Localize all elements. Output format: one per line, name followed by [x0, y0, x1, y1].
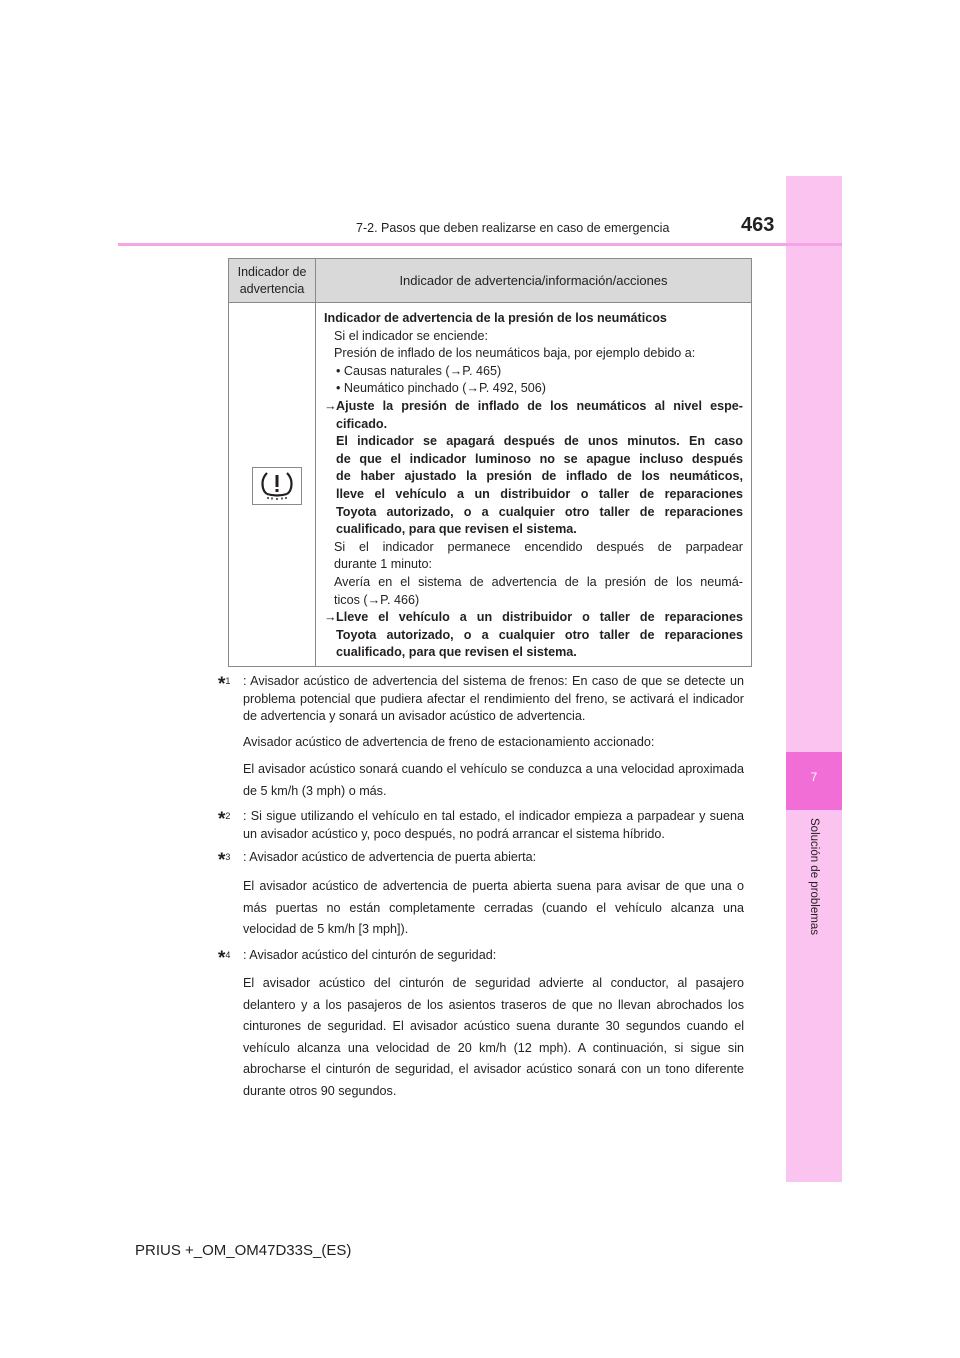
footnote-text: : Avisador acústico de advertencia de puerta abierta: — [243, 850, 537, 865]
info-line: Presión de inflado de los neumáticos baja, por ejemplo debido a: — [334, 346, 696, 361]
footnotes — [218, 673, 744, 1108]
action-block-2 — [324, 609, 743, 662]
arrow-right-icon: → — [324, 610, 337, 625]
footnote-1 — [218, 673, 744, 726]
header-rule — [118, 243, 842, 246]
chapter-number-tab[interactable] — [786, 752, 842, 810]
chapter-label: Solución de problemas — [808, 818, 820, 935]
info-bullet: • Causas naturales (→P. 465) — [336, 363, 502, 378]
asterisk-mark: * — [218, 947, 226, 969]
footnote-number: 3 — [225, 852, 231, 863]
action-line: lleve el vehículo a un distribuidor o taller de reparaciones — [336, 486, 743, 501]
header-cell-info: Indicador de advertencia/información/acciones — [399, 273, 668, 288]
action-line: de haber ajustado la presión de inflado de los neumáticos, — [336, 469, 743, 484]
asterisk-mark: * — [218, 674, 226, 695]
table-header — [229, 259, 751, 303]
arrow-right-icon: → — [324, 398, 337, 413]
footnote-text: : Avisador acústico de advertencia del sistema de frenos: En caso de que se detecte un problema potencial que pudiera afectar el rendimiento del freno, se activará el indicador de advertencia y sonará un avisador acústico de advertencia. — [243, 674, 744, 724]
info-bullet: • Neumático pinchado (→P. 492, 506) — [336, 381, 546, 396]
footnote-3 — [218, 849, 744, 870]
action-line: cualificado, para que revisen el sistema. — [336, 522, 577, 537]
page-number: 463 — [741, 214, 775, 236]
footnote-number: 1 — [225, 676, 231, 686]
info-cell — [316, 303, 751, 666]
footnote-4 — [218, 947, 744, 968]
action-line: cificado. — [336, 416, 388, 431]
tire-pressure-warning-icon — [252, 467, 302, 505]
icon-cell — [229, 303, 316, 666]
chapter-number: 7 — [810, 770, 818, 784]
action-line: Ajuste la presión de inflado de los neumáticos al nivel espe- — [336, 398, 743, 413]
footnote-text: : Si sigue utilizando el vehículo en tal estado, el indicador empieza a parpadear y suena un avisador acústico y, poco después, no podrá arrancar el sistema híbrido. — [243, 809, 744, 841]
asterisk-mark: * — [218, 809, 226, 831]
info-line: Avería en el sistema de advertencia de la presión de los neumá- — [334, 574, 743, 589]
info-line: durante 1 minuto: — [334, 557, 433, 572]
action-line: Toyota autorizado, o a cualquier otro taller de reparaciones — [336, 504, 743, 519]
warning-table — [228, 258, 752, 667]
footnote-paragraph: El avisador acústico sonará cuando el vehículo se conduzca a una velocidad aproximada de 5 km/h (3 mph) o más. — [243, 762, 744, 798]
action-line: cualificado, para que revisen el sistema. — [336, 645, 577, 660]
table-row — [229, 303, 751, 666]
footnote-number: 4 — [225, 949, 231, 960]
section-title: 7-2. Pasos que deben realizarse en caso de emergencia — [356, 221, 670, 235]
action-line: Lleve el vehículo a un distribuidor o taller de reparaciones — [336, 610, 743, 625]
chapter-side-tab — [786, 176, 842, 1182]
document-footer-code: PRIUS +_OM_OM47D33S_(ES) — [135, 1242, 352, 1259]
header-cell-indicator: Indicador de advertencia — [229, 259, 316, 302]
info-line: Si el indicador permanece encendido después de parpadear — [334, 539, 743, 554]
footnote-paragraph: El avisador acústico del cinturón de seguridad advierte al conductor, al pasajero delantero y a los pasajeros de los asientos traseros de que no llevan abrochados los cinturones de seguridad. El avisador acústico suena durante 30 segundos cuando el vehículo alcanza una velocidad de 20 km/h (12 mph). A continuación, si sigue sin abrocharse el cinturón de seguridad, el avisador acústico sonará con un tono diferente durante otros 90 segundos. — [243, 976, 744, 1098]
info-line: Si el indicador se enciende: — [334, 328, 489, 343]
footnote-text: : Avisador acústico del cinturón de seguridad: — [243, 947, 497, 962]
info-line: ticos (→P. 466) — [334, 592, 420, 607]
indicator-title: Indicador de advertencia de la presión de los neumáticos — [324, 311, 667, 325]
footnote-paragraph: El avisador acústico de advertencia de puerta abierta suena para avisar de que una o más puertas no están completamente cerradas (cuando el vehículo alcanza una velocidad de 5 km/h [3 mph]). — [243, 879, 744, 937]
footnote-number: 2 — [225, 811, 231, 822]
action-line: Toyota autorizado, o a cualquier otro taller de reparaciones — [336, 627, 743, 642]
footnote-2 — [218, 808, 744, 843]
action-block-1 — [324, 398, 743, 539]
asterisk-mark: * — [218, 850, 226, 872]
footnote-paragraph: Avisador acústico de advertencia de freno de estacionamiento accionado: — [243, 734, 655, 749]
action-line: de que el indicador luminoso no se apague incluso después — [336, 451, 743, 466]
action-line: El indicador se apagará después de unos minutos. En caso — [336, 434, 743, 449]
